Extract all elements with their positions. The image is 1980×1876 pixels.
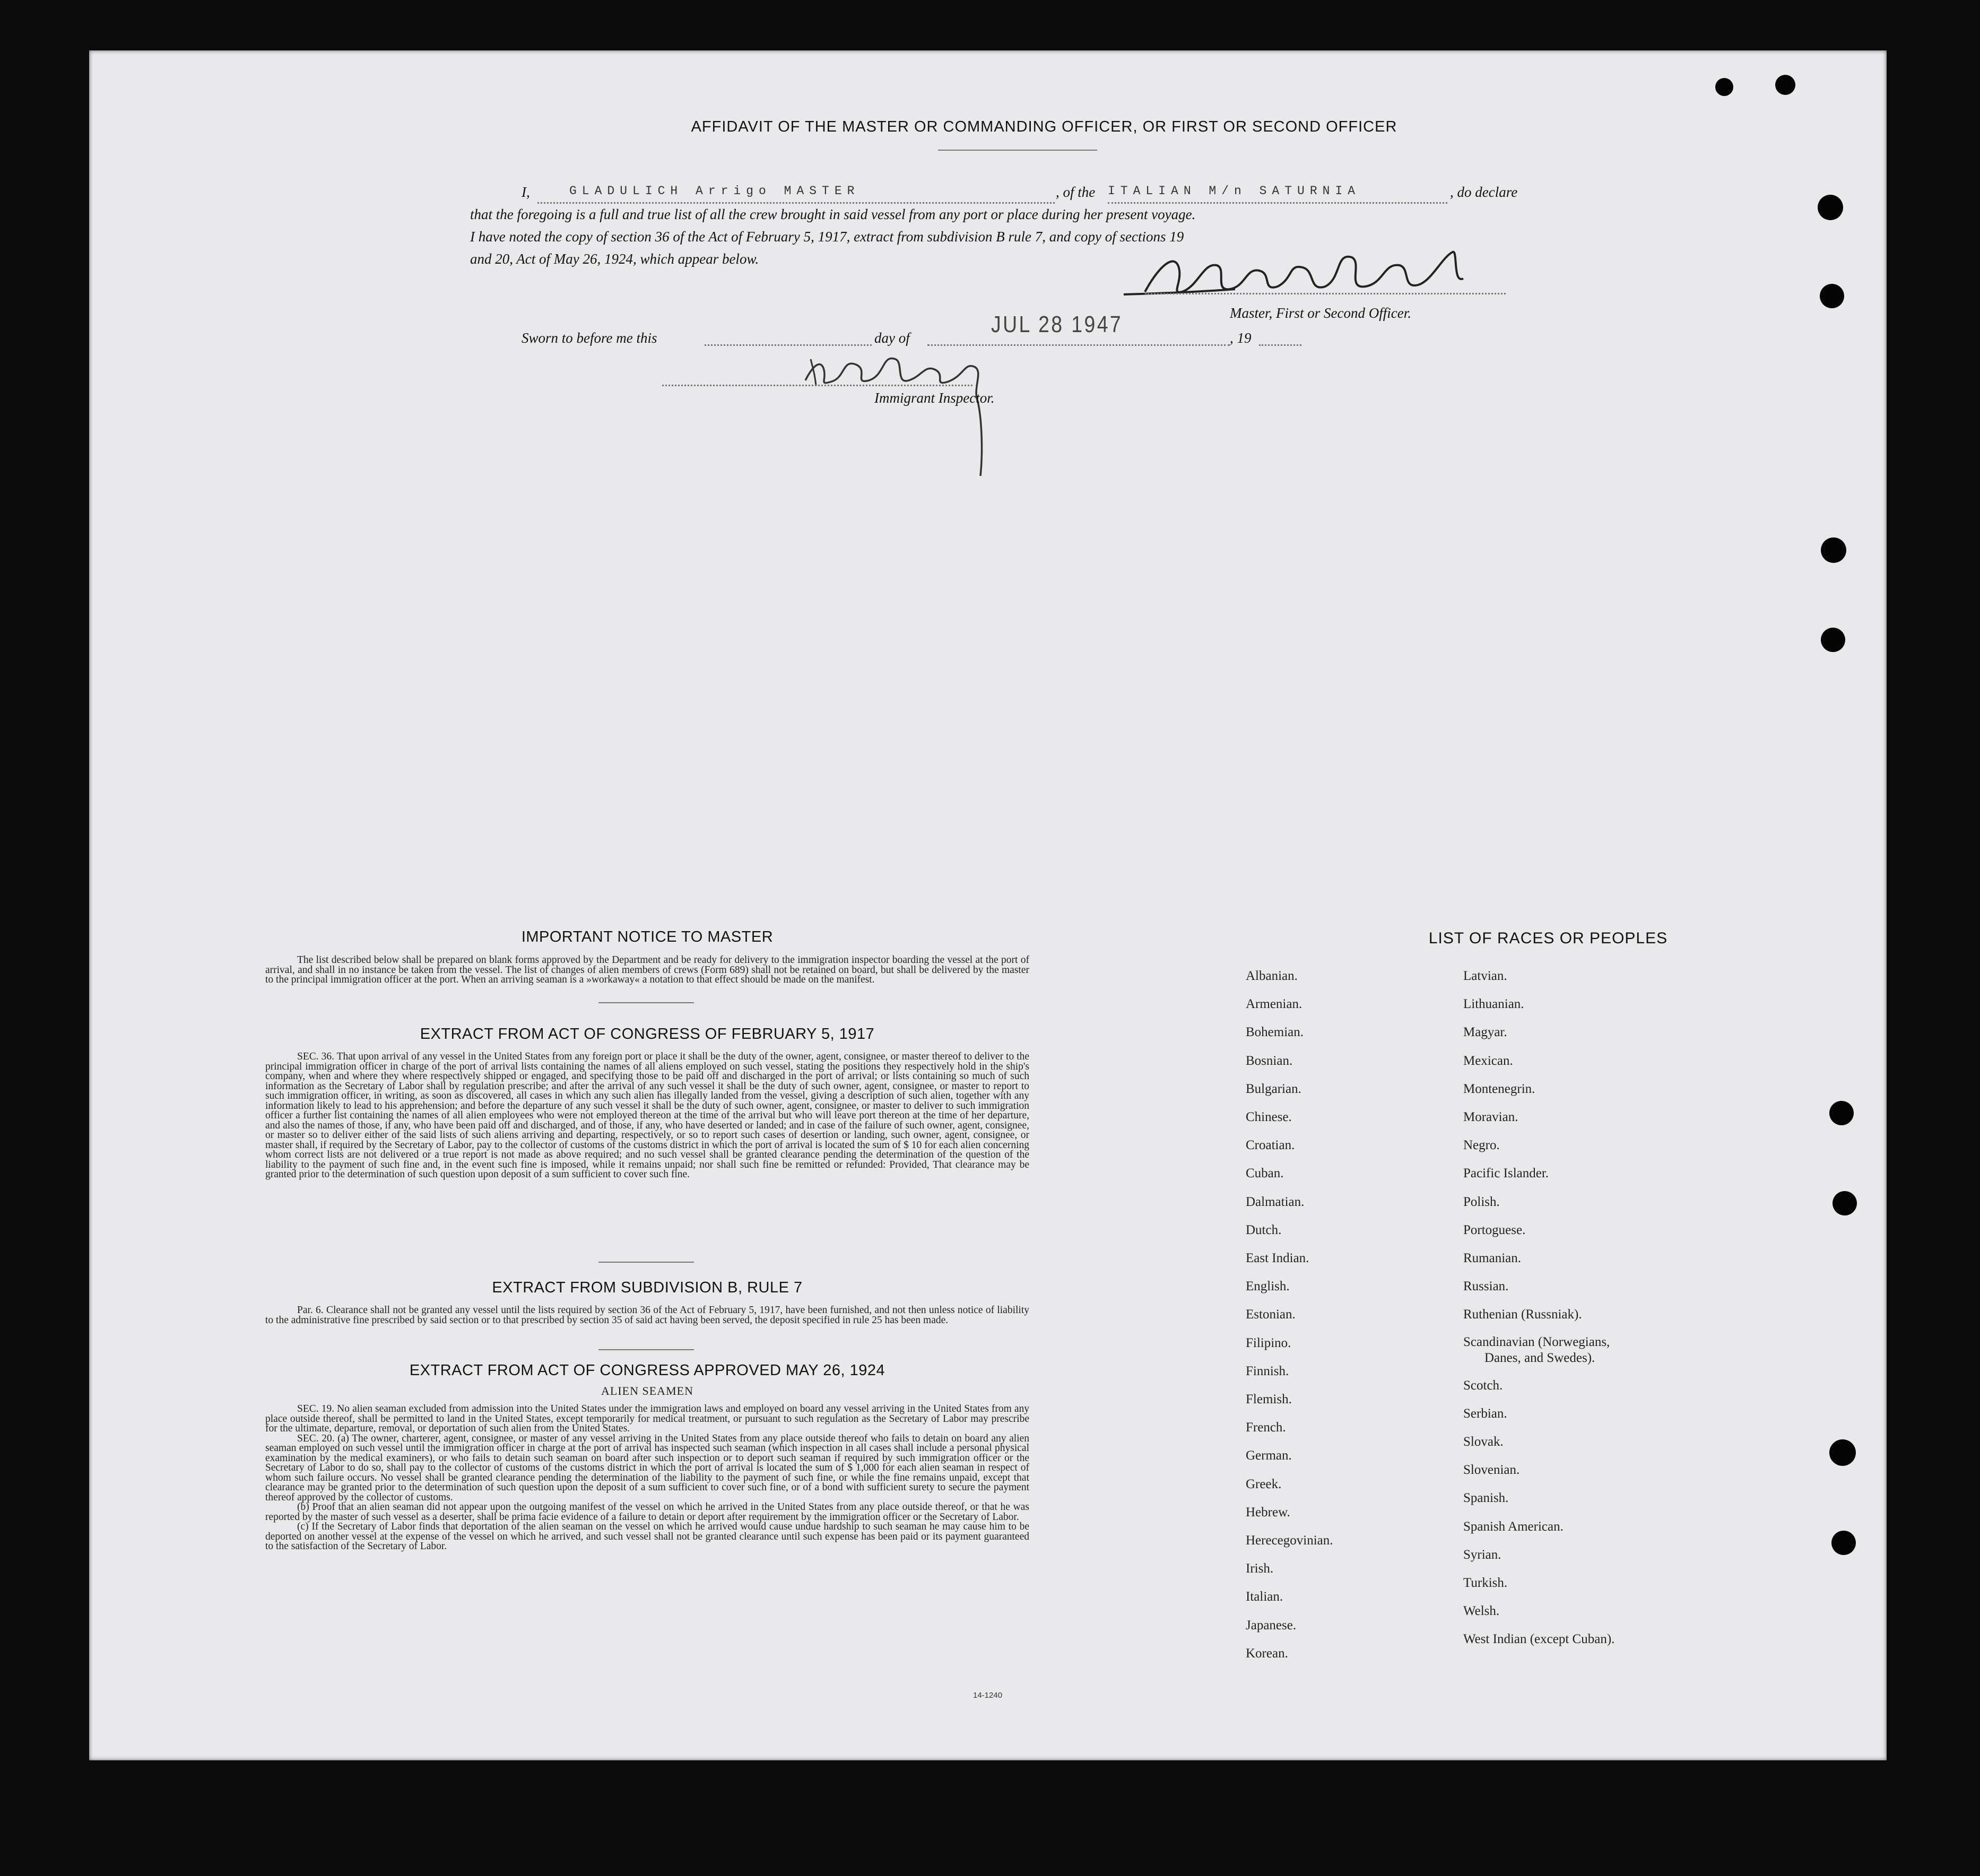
notice-text	[265, 956, 1029, 985]
vessel-line	[1108, 185, 1447, 204]
sworn-label: Sworn to before me this	[522, 330, 657, 346]
race-item: East Indian.	[1246, 1251, 1309, 1266]
race-item: Bulgarian.	[1246, 1081, 1301, 1096]
sec-20b-paragraph: (b) Proof that an alien seaman did not appear upon the outgoing manifest of the vessel on which he arrived in the United States from any place outside thereof, or that he was reported by the master of such vessel as a deserter, shall be prima facie evidence of a failure to detain or deport after requirement by the immigration officer or the Secretary of Labor.	[265, 1501, 1029, 1523]
subdivision-text	[265, 1306, 1029, 1325]
divider	[598, 1002, 694, 1003]
race-item: Finnish.	[1246, 1363, 1289, 1378]
divider	[598, 1262, 694, 1263]
affidavit-line-3: I have noted the copy of section 36 of the Act of February 5, 1917, extract from subdivision B rule 7, and copy of sections 19	[470, 229, 1184, 245]
sec-20c-paragraph: (c) If the Secretary of Labor finds that deportation of the alien seaman on the vessel on which he arrived would cause undue hardship to such seaman he may cause him to be deported on another vessel at the expense of the vessel on which he arrived, and such vessel shall not be granted clearance until such expense has been paid or its payment guaranteed to the satisfaction of the Secretary of Labor.	[265, 1521, 1029, 1552]
race-item: Russian.	[1463, 1279, 1509, 1294]
form-number: 14-1240	[973, 1691, 1003, 1700]
divider	[598, 1349, 694, 1350]
race-item: Bosnian.	[1246, 1053, 1293, 1068]
race-item: Bohemian.	[1246, 1025, 1304, 1040]
extract-1917-text	[265, 1052, 1029, 1180]
punch-hole	[1818, 195, 1843, 220]
punch-hole	[1833, 1191, 1857, 1215]
race-item: Lithuanian.	[1463, 997, 1524, 1012]
race-item: West Indian (except Cuban).	[1463, 1632, 1615, 1647]
race-item: Dutch.	[1246, 1222, 1282, 1237]
sec-20a-paragraph: SEC. 20. (a) The owner, charterer, agent, consignee, or master of any vessel arriving in the United States from any place outside thereof who fails to detain on board any alien seaman employed on such vessel until the immigration officer in charge at the port of arrival has inspected such seaman (which inspection in all cases shall include a personal physical examination by the medical examiners), or who fails to detain such seaman on board after such inspection or to deport such seaman if required by such immigration officer or the Secretary of Labor to do so, shall pay to the collector of customs of the customs district in which the port of arrival is located the sum of $ 1,000 for each alien seaman in respect of whom such failure occurs. No vessel shall be granted clearance pending the determination of the liability to the payment of such fine, or while the fine remains unpaid, except that clearance may be granted prior to the determination of such question upon the deposit of a sum sufficient to cover such fine, or of a bond with sufficient surety to secure the payment thereof approved by the collector of customs.	[265, 1432, 1029, 1503]
top-rule	[938, 150, 1097, 151]
race-item: Chinese.	[1246, 1110, 1292, 1125]
vessel-value: ITALIAN M/n SATURNIA	[1108, 184, 1361, 198]
year-line	[1259, 343, 1301, 346]
race-item: Albanian.	[1246, 969, 1298, 983]
inspector-caption: Immigrant Inspector.	[874, 390, 995, 406]
document-page	[89, 50, 1887, 1760]
race-item: Cuban.	[1246, 1166, 1284, 1181]
races-left-column	[1246, 962, 1426, 1667]
race-item: Italian.	[1246, 1590, 1283, 1604]
race-item: Turkish.	[1463, 1576, 1508, 1591]
punch-hole	[1829, 1439, 1856, 1466]
inspector-signature	[795, 343, 1044, 502]
race-item: Korean.	[1246, 1646, 1288, 1661]
race-item: Spanish American.	[1463, 1519, 1564, 1534]
race-item: Scandinavian (Norwegians,	[1463, 1334, 1610, 1349]
punch-hole	[1715, 78, 1733, 96]
alien-seamen-subtitle: ALIEN SEAMEN	[601, 1384, 693, 1397]
master-signature-line	[1145, 292, 1506, 294]
race-item: Herecegovinian.	[1246, 1533, 1333, 1548]
punch-hole	[1821, 628, 1845, 652]
race-item: Syrian.	[1463, 1547, 1501, 1562]
year-prefix: , 19	[1230, 330, 1252, 346]
race-item: Negro.	[1463, 1138, 1500, 1153]
races-right-column	[1463, 962, 1750, 1654]
punch-hole	[1820, 284, 1844, 308]
punch-hole	[1831, 1531, 1856, 1555]
race-item: Armenian.	[1246, 997, 1302, 1012]
day-of-label: day of	[874, 330, 910, 346]
race-item: Scotch.	[1463, 1378, 1503, 1393]
extract-1917-title: EXTRACT FROM ACT OF CONGRESS OF FEBRUARY 5, 1917	[420, 1026, 875, 1043]
race-item: Croatian.	[1246, 1138, 1295, 1153]
race-item: Magyar.	[1463, 1025, 1507, 1040]
race-item: Filipino.	[1246, 1335, 1291, 1350]
race-item: Rumanian.	[1463, 1251, 1522, 1266]
race-item: Japanese.	[1246, 1618, 1297, 1632]
race-item: Dalmatian.	[1246, 1194, 1305, 1209]
master-name-value: GLADULICH Arrigo MASTER	[569, 184, 860, 198]
do-declare-label: , do declare	[1450, 184, 1518, 200]
race-item: Slovenian.	[1463, 1463, 1520, 1478]
race-item: Latvian.	[1463, 969, 1507, 983]
affidavit-line-4: and 20, Act of May 26, 1924, which appear below.	[470, 251, 759, 267]
punch-hole	[1775, 75, 1795, 95]
race-item: Welsh.	[1463, 1604, 1500, 1619]
race-item: Slovak.	[1463, 1435, 1504, 1449]
affidavit-line-2: that the foregoing is a full and true list of all the crew brought in said vessel from any port or place during her present voyage.	[470, 206, 1196, 222]
race-item: Irish.	[1246, 1561, 1274, 1576]
race-item: English.	[1246, 1279, 1290, 1294]
race-item: Ruthenian (Russniak).	[1463, 1307, 1582, 1322]
extract-1924-text	[265, 1404, 1029, 1552]
race-item: Pacific Islander.	[1463, 1166, 1549, 1181]
master-caption: Master, First or Second Officer.	[1230, 305, 1411, 321]
date-stamp: JUL 28 1947	[991, 311, 1123, 337]
punch-hole	[1821, 537, 1846, 563]
extract-1924-title: EXTRACT FROM ACT OF CONGRESS APPROVED MAY 26, 1924	[409, 1362, 885, 1379]
i-prefix: I,	[522, 184, 530, 200]
inspector-signature-line	[662, 384, 972, 386]
notice-title: IMPORTANT NOTICE TO MASTER	[521, 928, 774, 945]
race-item: German.	[1246, 1448, 1292, 1463]
race-item: Spanish.	[1463, 1491, 1509, 1506]
par-6-paragraph: Par. 6. Clearance shall not be granted any vessel until the lists required by section 36 of the Act of February 5, 1917, have been furnished, and not then unless notice of liability to the administrative fine prescribed by said section or to that prescribed by section 35 of said act having been served, the deposit specified in rule 25 has been made.	[265, 1305, 1029, 1326]
race-item: French.	[1246, 1420, 1286, 1435]
race-item: Danes, and Swedes).	[1484, 1350, 1595, 1365]
race-item: Hebrew.	[1246, 1505, 1290, 1519]
race-item: Polish.	[1463, 1194, 1500, 1209]
sec-36-paragraph: SEC. 36. That upon arrival of any vessel in the United States from any foreign port or place it shall be the duty of the owner, agent, consignee, or master thereof to deliver to the principal immigration officer in charge of the port of arrival lists containing the names of all aliens employed on such vessel, stating the positions they respectively hold in the ship's company, when and where they where respectively shipped or engaged, and specifying those to be paid off and discharged in the port of arrival; or lists containing so much of such information as the Secretary of Labor shall by regulation prescribe; and after the arrival of any such vessel it shall be the duty of such owner, agent, consignee, or master to report to such immigration officer, in writing, as soon as discovered, all cases in which any such alien has illegally landed from the vessel, giving a description of such alien, together with any information likely to lead to his apprehension; and before the departure of any such vessel it shall be the duty of such owner, agent, consignee, or master to deliver to such immigration officer a further list containing the names of all alien employees who were not employed thereon at the time of the arrival but who will leave port thereon at the time of her departure, and also the names of those, if any, who have been paid off and discharged, and of those, if any, who have deserted or landed; and in case of the failure of such owner, agent, consignee, or master so to deliver either of the said lists of such aliens arriving and departing, respectively, or so to report such cases of desertion or landing, such owner, agent, consignee, or master shall, if required by the Secretary of Labor, pay to the collector of customs of the customs district in which the port of arrival is located the sum of $ 10 for each alien concerning whom correct lists are not delivered or a true report is not made as above required; and no such vessel shall be granted clearance pending the determination of the question of the liability to the payment of such fine and, in the event such fine is imposed, while it remains unpaid; nor shall such fine be remitted or refunded: Provided, That clearance may be granted prior to the determination of such question upon deposit of a sum sufficient to cover such fine.	[265, 1051, 1029, 1180]
race-item: Greek.	[1246, 1477, 1282, 1491]
race-item: Moravian.	[1463, 1110, 1518, 1125]
sec-19-paragraph: SEC. 19. No alien seaman excluded from admission into the United States under the immigration laws and employed on board any vessel arriving in the United States from any place outside thereof, shall be permitted to land in the United States, except temporarily for medical treatment, or pursuant to such regulation as the Secretary of Labor may prescribe for the ultimate, departure, removal, or deportation of such alien from the United States.	[265, 1403, 1029, 1434]
race-item: Montenegrin.	[1463, 1081, 1535, 1096]
punch-hole	[1829, 1101, 1854, 1125]
race-item: Serbian.	[1463, 1406, 1507, 1421]
race-item: Mexican.	[1463, 1053, 1513, 1068]
subdivision-title: EXTRACT FROM SUBDIVISION B, RULE 7	[492, 1279, 803, 1296]
affidavit-title: AFFIDAVIT OF THE MASTER OR COMMANDING OFFICER, OR FIRST OR SECOND OFFICER	[691, 118, 1397, 135]
races-title: LIST OF RACES OR PEOPLES	[1428, 930, 1668, 947]
of-the-label: , of the	[1056, 184, 1096, 200]
race-item: Estonian.	[1246, 1307, 1296, 1322]
race-item: Flemish.	[1246, 1392, 1292, 1407]
race-item: Portoguese.	[1463, 1222, 1526, 1237]
master-name-line	[537, 185, 1055, 204]
notice-paragraph: The list described below shall be prepared on blank forms approved by the Department and be ready for delivery to the immigration inspector boarding the vessel at the port of arrival, and shall in no instance be taken from the vessel. The list of changes of alien members of crews (Form 689) shall not be retained on board, but shall be delivered by the master to the principal immigration officer at the port. When an arriving seaman is a »workaway« a notation to that effect should be made on the manifest.	[265, 954, 1029, 985]
